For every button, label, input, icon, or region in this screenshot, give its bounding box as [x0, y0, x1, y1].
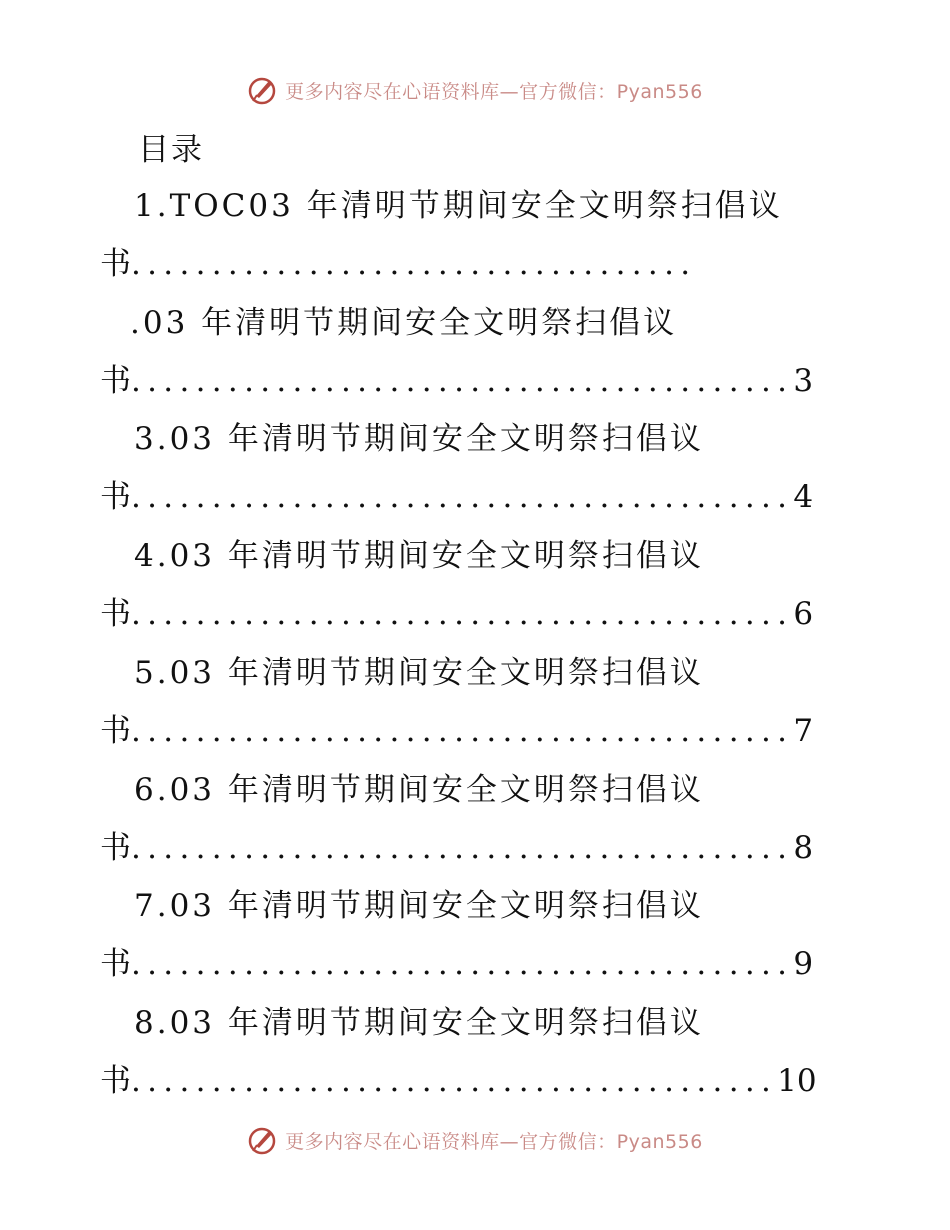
toc-entry-title[interactable]	[130, 297, 677, 342]
toc-page-number: 4	[793, 479, 814, 516]
toc-entry-text: 年清明节期间安全文明祭扫倡议	[227, 1004, 704, 1041]
dot-leader: .........................................	[131, 479, 794, 516]
dot-leader: .........................................	[131, 946, 794, 983]
toc-entry-leader-line[interactable]	[100, 238, 696, 283]
toc-entry-text: 年清明节期间安全文明祭扫倡议	[201, 304, 678, 341]
toc-entry-number: 4.03	[134, 538, 216, 575]
toc-entry-title[interactable]	[134, 530, 704, 575]
toc-entry-title[interactable]	[134, 647, 704, 692]
dot-leader: .........................................	[131, 362, 794, 399]
toc-entry-title[interactable]	[134, 764, 704, 809]
toc-entry-title[interactable]	[134, 880, 704, 925]
toc-entry-leader-line[interactable]	[100, 938, 813, 983]
quill-circle-icon	[247, 1124, 279, 1156]
dot-leader: .........................................	[131, 596, 794, 633]
toc-page-number: 7	[793, 712, 814, 749]
toc-entry-title[interactable]	[134, 413, 704, 458]
toc-entry-number: 1.TOC03	[134, 188, 294, 224]
toc-entry-title[interactable]	[134, 180, 783, 225]
toc-page-number: 8	[793, 829, 814, 866]
toc-entry-text: 年清明节期间安全文明祭扫倡议	[227, 888, 704, 925]
toc-entry-number: 7.03	[134, 888, 216, 925]
toc-entry-number: 5.03	[134, 654, 216, 691]
dot-leader: ...................................	[131, 246, 697, 282]
toc-entry-continuation: 书	[100, 829, 131, 866]
dot-leader: ........................................	[131, 1062, 778, 1099]
toc-entry-number: 6.03	[134, 771, 216, 808]
toc-entry-continuation: 书	[100, 1062, 131, 1099]
toc-entry-leader-line[interactable]	[100, 588, 813, 633]
dot-leader: .........................................	[131, 712, 794, 749]
toc-entry-continuation: 书	[100, 362, 131, 399]
toc-entry-number: .03	[130, 304, 189, 341]
toc-entry-leader-line[interactable]	[100, 355, 813, 400]
toc-page-number: 9	[793, 946, 814, 983]
toc-entry-leader-line[interactable]	[100, 1055, 817, 1100]
toc-entry-text: 年清明节期间安全文明祭扫倡议	[227, 654, 704, 691]
toc-entry-continuation: 书	[100, 479, 131, 516]
toc-entry-leader-line[interactable]	[100, 471, 813, 516]
toc-entry-leader-line[interactable]	[100, 705, 813, 750]
banner-text: 更多内容尽在心语资料库—官方微信：Pyan556	[285, 80, 703, 103]
toc-page-number: 6	[793, 596, 814, 633]
toc-entry-title[interactable]	[134, 997, 704, 1042]
toc-entry-leader-line[interactable]	[100, 822, 813, 867]
toc-entry-text: 年清明节期间安全文明祭扫倡议	[306, 188, 783, 224]
toc-entry-continuation: 书	[100, 712, 131, 749]
banner-text: 更多内容尽在心语资料库—官方微信：Pyan556	[285, 1130, 703, 1153]
dot-leader: .........................................	[131, 829, 794, 866]
toc-page-number: 10	[777, 1062, 817, 1099]
toc-entry-continuation: 书	[100, 946, 131, 983]
toc-entry-number: 8.03	[134, 1004, 216, 1041]
toc-entry-continuation: 书	[100, 596, 131, 633]
toc-page-number: 3	[793, 362, 814, 399]
toc-entry-number: 3.03	[134, 421, 216, 458]
toc-entry-continuation: 书	[100, 246, 131, 282]
toc-entry-text: 年清明节期间安全文明祭扫倡议	[227, 771, 704, 808]
toc-title: 目录	[138, 132, 204, 168]
toc-entry-text: 年清明节期间安全文明祭扫倡议	[227, 421, 704, 458]
toc-entry-text: 年清明节期间安全文明祭扫倡议	[227, 538, 704, 575]
footer-banner	[0, 1120, 950, 1160]
